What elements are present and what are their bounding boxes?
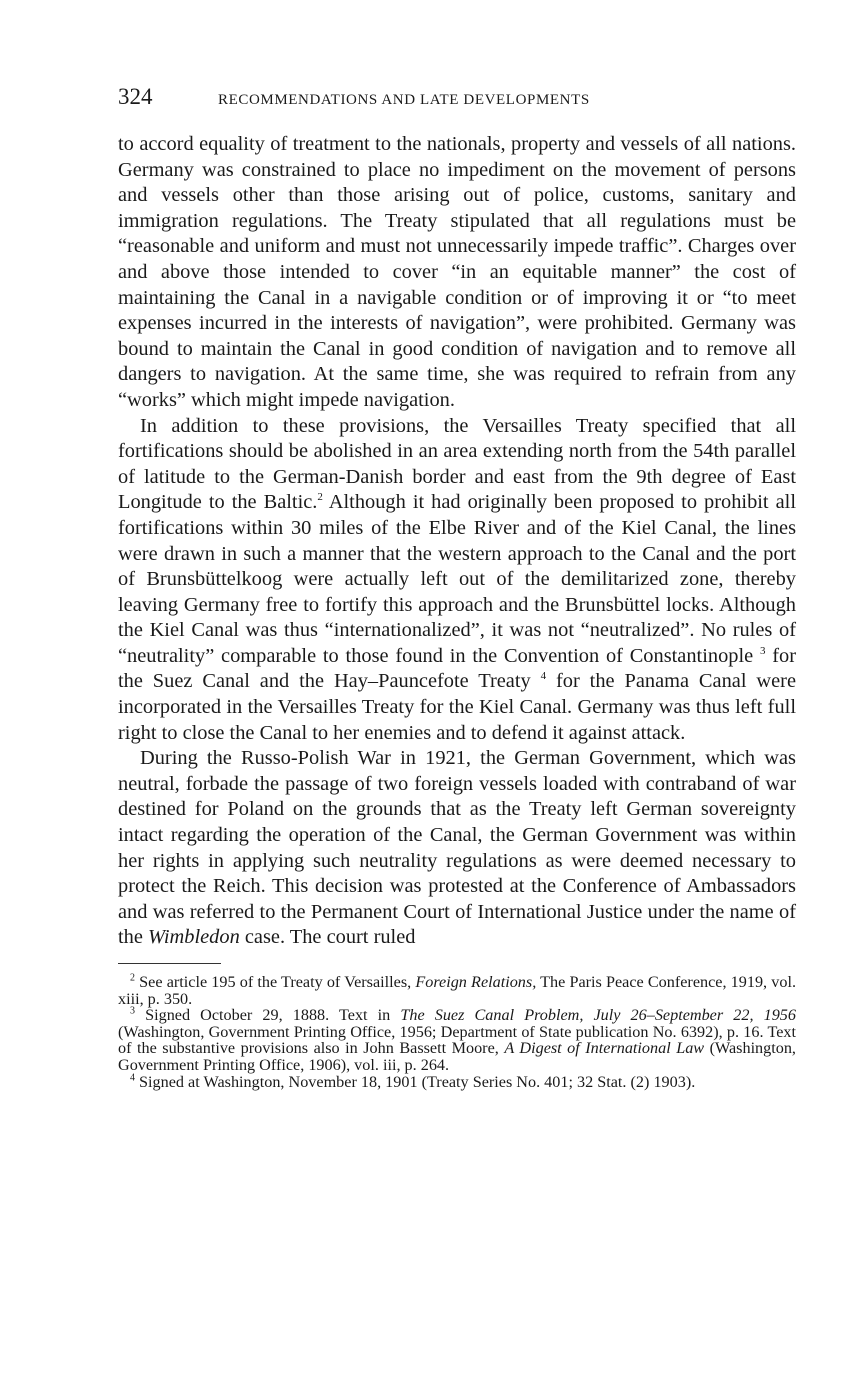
- footnote-4: [118, 1074, 796, 1091]
- footnote-ref: 4: [540, 670, 547, 683]
- footnote-italic: The Suez Canal Problem, July 26–September 22, 1956: [400, 1006, 796, 1025]
- footnote-text: Signed October 29, 1888. Text in: [135, 1006, 401, 1025]
- paragraph-text: During the Russo-Polish War in 1921, the German Government, which was neutral, forbade the passage of two foreign vessels loaded with contraband of war destined for Poland on the grounds that as the Treaty left German sovereignty intact regarding the operation of the Canal, the German Government was within her rights in applying such neutrality regulations as were deemed necessary to protect the Reich. This decision was protested at the Conference of Ambassadors and was referred to the Permanent Court of International Justice under the name of the: [118, 747, 796, 949]
- footnote-mark: 4: [130, 1072, 135, 1084]
- footnote-2: [118, 974, 796, 1007]
- paragraph-text: In addition to these provisions, the Versailles Treaty specified that all fortifications should be abolished in an area extending north from the 54th parallel of latitude to the German-Danish border and east from the 9th degree of East Longitude to the Baltic.: [118, 414, 796, 514]
- page-number: 324: [118, 84, 153, 109]
- paragraph-text: for the Panama Canal were incorporated in the Versailles Treaty for the Kiel Canal. Germany was thus left full right to close the Canal to her enemies and to defend it against attack.: [118, 670, 797, 744]
- page-header: [118, 84, 796, 118]
- paragraph-text: Although it had originally been proposed to prohibit all fortifications within 30 miles of the Elbe River and of the Kiel Canal, the lines were drawn in such a manner that the western approach to the Canal and the port of Brunsbüttelkoog were actually left out of the demilitarized zone, thereby leaving Germany free to fortify this approach and the Brunsbüttel locks. Although the Kiel Canal was thus “internationalized”, it was not “neutralized”. No rules of “neutrality” comparable to those found in the Convention of Constantinople: [118, 491, 796, 667]
- footnote-mark: 3: [130, 1005, 135, 1017]
- paragraph-text: case. The court ruled: [239, 926, 416, 949]
- running-head: RECOMMENDATIONS AND LATE DEVELOPMENTS: [218, 92, 590, 108]
- footnote-text: (Washington, Government Printing Office, 1906), vol. iii, p. 264.: [118, 1039, 796, 1074]
- paragraph-3: [118, 746, 796, 951]
- paragraph-2: [118, 414, 796, 747]
- footnote-text: See article 195 of the Treaty of Versailles,: [135, 973, 416, 991]
- footnotes: [118, 974, 796, 1090]
- footnote-text: Signed at Washington, November 18, 1901 (Treaty Series No. 401; 32 Stat. (2) 1903).: [135, 1072, 696, 1091]
- book-page: [118, 84, 796, 1090]
- footnote-ref: 3: [759, 645, 766, 658]
- footnote-mark: 2: [130, 972, 135, 984]
- body-text: [118, 132, 796, 951]
- footnote-text: The Paris Peace Conference, 1919, vol. xiii, p. 350.: [118, 973, 796, 1008]
- paragraph-text: to accord equality of treatment to the nationals, property and vessels of all nations. Germany was constrained to place no impediment on the movement of persons and vessels other than those arising out of police, customs, sanitary and immigration regulations. The Treaty stipulated that all regulations must be “reasonable and uniform and must not unnecessarily impede traffic”. Charges over and above those intended to cover “in an equitable manner” the cost of maintaining the Canal in a navigable condition or of improving it or “to meet expenses incurred in the interests of navigation”, were prohibited. Germany was bound to maintain the Canal in good condition of navigation and to remove all dangers to navigation. At the same time, she was required to refrain from any “works” which might impede navigation.: [118, 133, 796, 411]
- footnote-italic: A Digest of International Law: [504, 1039, 705, 1058]
- footnote-rule: [118, 963, 221, 964]
- footnote-text: (Washington, Government Printing Office, 1956; Department of State publication No. 6392), p. 16. Text of the substantive provisions also in John Bassett Moore,: [118, 1022, 796, 1058]
- paragraph-text: for the Suez Canal and the Hay–Pauncefote Treaty: [118, 644, 797, 693]
- case-name: Wimbledon: [148, 926, 240, 949]
- footnote-italic: Foreign Relations,: [415, 973, 537, 991]
- footnote-3: [118, 1007, 796, 1073]
- paragraph-1: [118, 132, 796, 414]
- footnote-ref: 2: [317, 491, 323, 504]
